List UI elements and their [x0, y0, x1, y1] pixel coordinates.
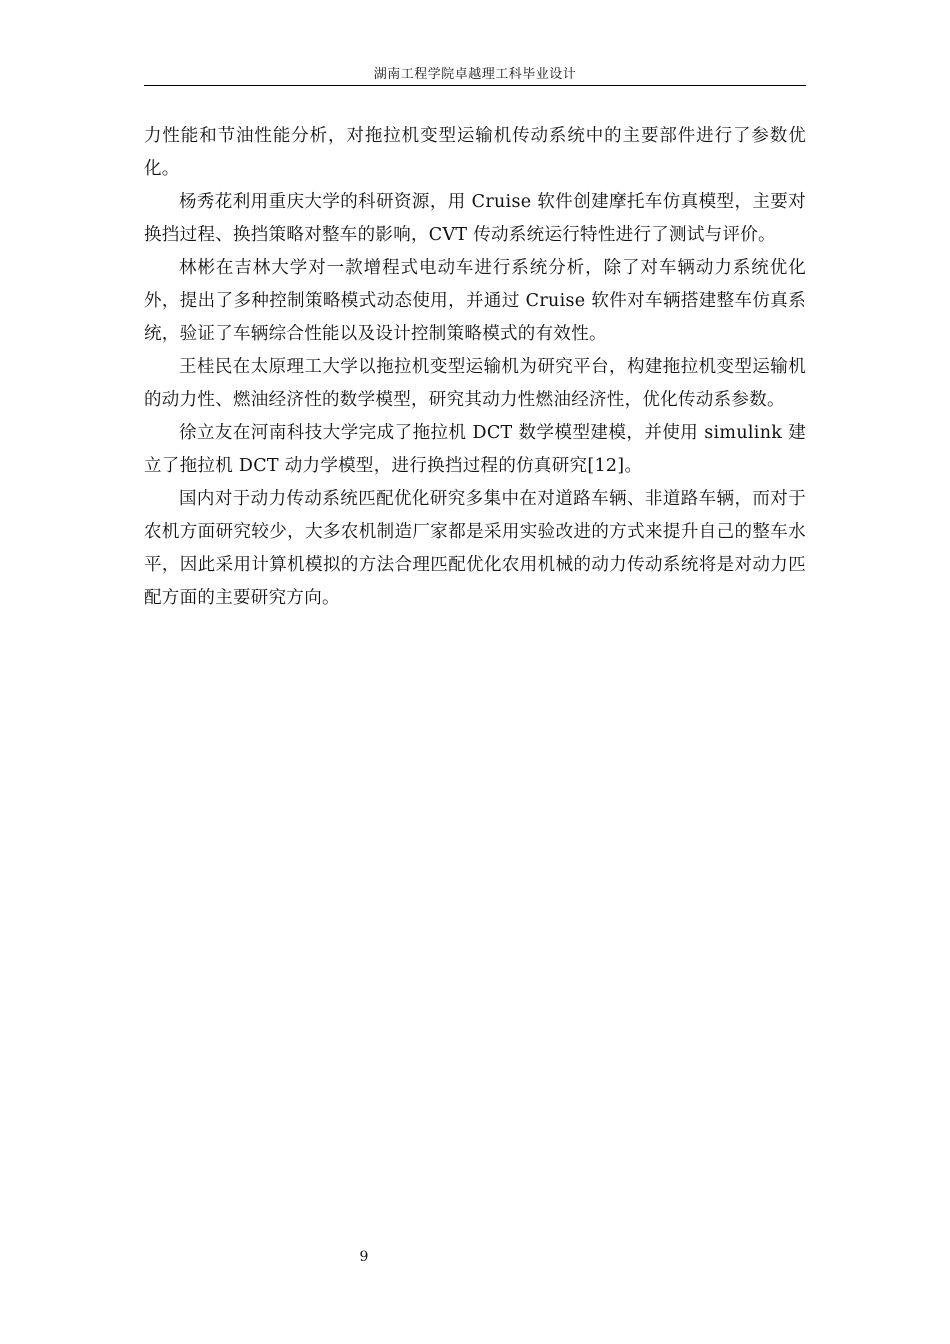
header-divider	[144, 85, 806, 86]
page-header: 湖南工程学院卓越理工科毕业设计	[373, 67, 577, 82]
paragraph-xu-liyou: 徐立友在河南科技大学完成了拖拉机 DCT 数学模型建模，并使用 simulink 建立了拖拉机 DCT 动力学模型，进行换挡过程的仿真研究[12]。	[144, 423, 806, 476]
body-text	[144, 120, 806, 615]
paragraph-wang-guimin: 王桂民在太原理工大学以拖拉机变型运输机为研究平台，构建拖拉机变型运输机的动力性、燃油经济性的数学模型，研究其动力性燃油经济性，优化传动系参数。	[144, 357, 806, 410]
paragraph-continued: 力性能和节油性能分析，对拖拉机变型运输机传动系统中的主要部件进行了参数优化。	[144, 126, 806, 179]
paragraph-lin-bin: 林彬在吉林大学对一款增程式电动车进行系统分析，除了对车辆动力系统优化外，提出了多种控制策略模式动态使用，并通过 Cruise 软件对车辆搭建整车仿真系统，验证了车辆综合性能以及设计控制策略模式的有效性。	[144, 258, 806, 344]
paragraph-yang-xiuhua: 杨秀花利用重庆大学的科研资源，用 Cruise 软件创建摩托车仿真模型，主要对换挡过程、换挡策略对整车的影响，CVT 传动系统运行特性进行了测试与评价。	[144, 192, 806, 245]
paragraph-domestic-summary: 国内对于动力传动系统匹配优化研究多集中在对道路车辆、非道路车辆，而对于农机方面研究较少，大多农机制造厂家都是采用实验改进的方式来提升自己的整车水平，因此采用计算机模拟的方法合理匹配优化农用机械的动力传动系统将是对动力匹配方面的主要研究方向。	[144, 489, 806, 608]
page-number: 9	[359, 1249, 369, 1265]
